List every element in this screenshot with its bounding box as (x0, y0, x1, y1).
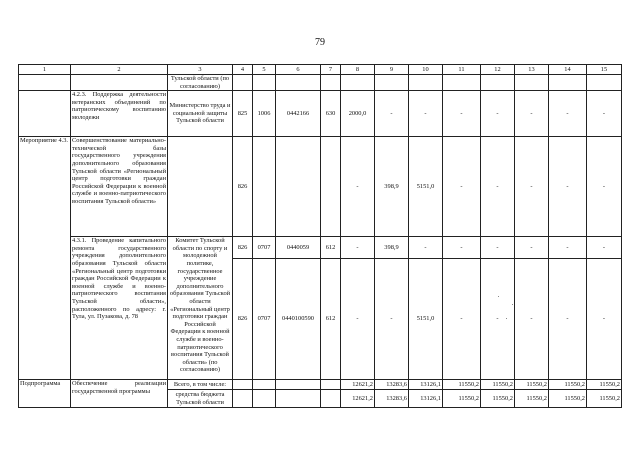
value-cell: 825 (233, 91, 253, 137)
value-cell: - (341, 259, 375, 380)
value-cell: - (375, 259, 409, 380)
subprogram-label: Подпрограмма (19, 380, 71, 408)
header-cell: 10 (409, 65, 443, 75)
value-cell: - (549, 137, 587, 237)
value-cell: 2000,0 (341, 91, 375, 137)
value-cell: 11550,2 (515, 390, 549, 408)
responsible-cell: Комитет Тульской области по спорту и молодежной политике, государственное учреждение дополнительного образования Тульской области «Региональный центр подготовки граждан Российской Федерации к военной службе и военно-патриотического воспитания Тульской области» (по согласованию) (168, 237, 233, 380)
value-cell: 826 (233, 137, 253, 237)
value-cell: - (587, 91, 622, 137)
value-cell: 11550,2 (481, 390, 515, 408)
value-cell: 612 (321, 259, 341, 380)
value-cell: 11550,2 (549, 380, 587, 390)
header-cell: 2 (71, 65, 168, 75)
value-cell: 398,9 (375, 237, 409, 259)
value-cell: - (481, 237, 515, 259)
value-cell: - (549, 91, 587, 137)
value-cell: 0707 (253, 237, 276, 259)
header-cell: 9 (375, 65, 409, 75)
activity-title: Обеспечение реализации государственной программы (71, 380, 168, 408)
budget-table (18, 64, 622, 408)
value-cell: 13126,1 (409, 380, 443, 390)
value-cell: - (443, 137, 481, 237)
value-cell: - (515, 259, 549, 380)
table-row-continuation (19, 75, 622, 91)
value-cell: 0707 (253, 259, 276, 380)
table-row-measure-4-3 (19, 137, 622, 237)
activity-title: 4.3.1. Проведение капитального ремонта государственного учреждения дополнительного образования Тульской области «Региональный центр подготовки граждан Российской Федерации к военной службе и военно-патриотического воспитания Тульской области», расположенного по адресу: г. Тула, ул. Пузакова, д. 78 (71, 237, 168, 380)
value-cell: - (481, 137, 515, 237)
value-cell: 0440059 (276, 237, 321, 259)
value-cell: 11550,2 (443, 390, 481, 408)
value-cell: 11550,2 (587, 380, 622, 390)
header-cell: 8 (341, 65, 375, 75)
table-row-subprogram-total (19, 380, 622, 390)
value-cell: - (341, 137, 375, 237)
value-cell: 12621,2 (341, 390, 375, 408)
scan-speck (498, 296, 499, 297)
header-cell: 5 (253, 65, 276, 75)
value-cell: 826 (233, 237, 253, 259)
measure-label: Мероприятие 4.3. (19, 137, 71, 380)
value-cell: - (443, 237, 481, 259)
responsible-cell: Тульской области (по согласованию) (168, 75, 233, 91)
value-cell: - (515, 137, 549, 237)
value-cell: 13283,6 (375, 380, 409, 390)
value-cell: 5151,0 (409, 137, 443, 237)
value-cell: 630 (321, 91, 341, 137)
header-cell: 3 (168, 65, 233, 75)
value-cell: - (443, 259, 481, 380)
value-cell: 11550,2 (587, 390, 622, 408)
activity-title: 4.2.3. Поддержка деятельности ветеранских объединений по патриотическому воспитанию молодежи (71, 91, 168, 137)
value-cell: - (341, 237, 375, 259)
header-cell: 13 (515, 65, 549, 75)
value-cell: - (549, 259, 587, 380)
value-cell: 13283,6 (375, 390, 409, 408)
scan-speck (512, 304, 513, 305)
header-cell: 6 (276, 65, 321, 75)
responsible-cell: Министерство труда и социальной защиты Тульской области (168, 91, 233, 137)
scan-speck (506, 318, 507, 319)
value-cell: - (515, 237, 549, 259)
value-cell: - (587, 259, 622, 380)
value-cell: 11550,2 (481, 380, 515, 390)
value-cell: 0442166 (276, 91, 321, 137)
value-cell: - (549, 237, 587, 259)
value-cell: - (481, 259, 515, 380)
activity-title: Совершенствование материально-технической базы государственного учреждения дополнительного образования Тульской области «Региональный центр подготовки граждан Российской Федерации к военной службе и военно-патриотического воспитания Тульской области» (71, 137, 168, 237)
value-cell: - (409, 91, 443, 137)
value-cell: - (587, 237, 622, 259)
responsible-cell: средства бюджета Тульской области (168, 390, 233, 408)
value-cell: 826 (233, 259, 253, 380)
value-cell: 13126,1 (409, 390, 443, 408)
header-row (19, 65, 622, 75)
header-cell: 1 (19, 65, 71, 75)
value-cell: 1006 (253, 91, 276, 137)
value-cell: 5151,0 (409, 259, 443, 380)
header-cell: 4 (233, 65, 253, 75)
value-cell: 11550,2 (549, 390, 587, 408)
value-cell: - (481, 91, 515, 137)
value-cell: 12621,2 (341, 380, 375, 390)
page-number: 79 (315, 37, 325, 48)
value-cell: - (375, 91, 409, 137)
value-cell: 0440100590 (276, 259, 321, 380)
header-cell: 14 (549, 65, 587, 75)
header-cell: 7 (321, 65, 341, 75)
value-cell: - (587, 137, 622, 237)
table-row-4-2-3 (19, 91, 622, 137)
value-cell: 11550,2 (515, 380, 549, 390)
value-cell: - (443, 91, 481, 137)
value-cell: - (515, 91, 549, 137)
table-row-4-3-1a (19, 237, 622, 259)
header-cell: 15 (587, 65, 622, 75)
value-cell: 612 (321, 237, 341, 259)
value-cell: 11550,2 (443, 380, 481, 390)
header-cell: 11 (443, 65, 481, 75)
header-cell: 12 (481, 65, 515, 75)
value-cell: - (409, 237, 443, 259)
value-cell: 398,9 (375, 137, 409, 237)
responsible-cell: Всего, в том числе: (168, 380, 233, 390)
